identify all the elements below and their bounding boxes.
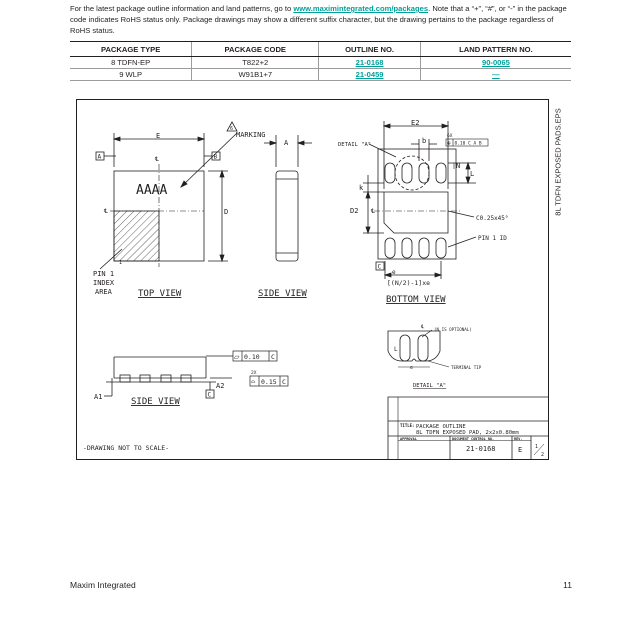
pad [385, 238, 395, 258]
top-pad-row [385, 163, 446, 183]
pin1-index-area [114, 211, 159, 261]
drawing-note: -DRAWING NOT TO SCALE- [83, 444, 170, 452]
cell-package-code: W91B1+7 [192, 69, 319, 81]
profile-datum: C [282, 378, 286, 386]
cell-land-pattern-no [420, 69, 571, 81]
detail-a-title: DETAIL "A" [413, 383, 447, 389]
doc-control-label: DOCUMENT CONTROL NO. [452, 437, 495, 441]
footer-company: Maxim Integrated [70, 580, 136, 590]
lead [140, 375, 150, 382]
title-line2: 8L TDFN EXPOSED PAD, 2x2x0.80mm [416, 430, 519, 436]
detail-dim-e: e [410, 365, 414, 371]
approval-label: APPROVAL [400, 437, 417, 441]
side-view-top [258, 135, 312, 299]
datum-b: B [213, 153, 218, 161]
title-label: TITLE: [400, 423, 415, 428]
side-dim-a: A [284, 139, 289, 147]
outline-link[interactable]: 21-0459 [355, 70, 384, 79]
title-line1: PACKAGE OUTLINE [416, 424, 466, 430]
col-land-pattern-no: LAND PATTERN NO. [420, 42, 571, 57]
col-outline-no: OUTLINE NO. [319, 42, 421, 57]
profile-tol: 0.15 [261, 378, 277, 386]
title-block [388, 397, 548, 460]
col-package-type: PACKAGE TYPE [70, 42, 192, 57]
side-label-text: 8L TDFN EXPOSED PADS.EPS [553, 108, 563, 216]
pin1-label: PIN 1 [93, 270, 115, 278]
side-view-bottom [94, 351, 288, 407]
dim-b: b [422, 137, 427, 145]
pad [436, 238, 446, 258]
pin1-id-label: PIN 1 ID [478, 235, 507, 242]
pin1-number: 1 [119, 260, 123, 266]
detail-pad [400, 335, 410, 361]
detail-cl: ℄ [421, 324, 425, 330]
side-view-bottom-title: SIDE VIEW [131, 397, 180, 407]
detail-pad [418, 335, 428, 361]
col-package-code: PACKAGE CODE [192, 42, 319, 57]
cell-outline-no [319, 57, 421, 69]
flatness-icon: ⏥ [234, 353, 240, 361]
pin1-index-label: INDEX [93, 279, 115, 287]
pos-icon: ⊕ [447, 140, 451, 147]
dim-a1: A1 [94, 393, 103, 401]
marking-text: AAAA [136, 183, 168, 198]
terminal-tip: TERMINAL TIP [451, 365, 482, 370]
outline-link[interactable]: 21-0168 [355, 58, 384, 67]
package-outline-drawing [76, 99, 550, 461]
top-cl-y: ℄ [104, 208, 108, 215]
cell-land-pattern-no [420, 57, 571, 69]
detail-a-view [388, 324, 482, 389]
intro-paragraph [70, 3, 575, 36]
detail-a-ref: DETAIL "A" [338, 142, 372, 148]
package-table [70, 41, 571, 81]
pad [402, 163, 412, 183]
dim-a2: A2 [216, 382, 225, 390]
marking-label: MARKING [236, 131, 266, 139]
datum-c-side: C [207, 391, 212, 399]
intro-text-after: . Note that a “+”, “#”, or “-” in the package code indicates RoHS status only. Package drawings may show a different suffix character, but the drawing pertains to the package regardless of RoHS status. [70, 4, 567, 35]
chamfer-label: C0.25x45° [476, 215, 509, 222]
bottom-pad-row [385, 238, 446, 258]
detail-optional: (N IS OPTIONAL) [434, 327, 472, 332]
top-view [93, 122, 266, 299]
page-number: 11 [563, 580, 572, 590]
lead [120, 375, 130, 382]
profile-code: 2X [251, 371, 257, 376]
dim-n: N [456, 162, 461, 170]
side-view-body [276, 171, 298, 261]
dim-l: L [470, 170, 475, 178]
flatness-tol: 0.10 [244, 353, 260, 361]
exposed-pad [384, 192, 448, 233]
bottom-view [338, 119, 509, 305]
cell-package-code: T822+2 [192, 57, 319, 69]
bottom-view-body [378, 149, 456, 259]
sheet-number: 1 [535, 444, 539, 450]
dim-k: k [359, 184, 364, 192]
land-pattern-link[interactable]: 90-0065 [481, 58, 510, 67]
doc-number: 21-0168 [466, 445, 496, 453]
land-pattern-link[interactable]: — [492, 70, 500, 79]
profile-icon: ⌓ [251, 378, 256, 386]
sheet-total: 2 [541, 452, 545, 458]
packages-link[interactable]: www.maximintegrated.com/packages [293, 4, 429, 13]
side-view-top-title: SIDE VIEW [258, 289, 307, 299]
bottom-cl-y: ℄ [371, 208, 375, 215]
top-cl-x: ℄ [155, 156, 159, 163]
top-dim-d: D [224, 208, 229, 216]
rev-label: REV. [514, 437, 523, 441]
top-view-title: TOP VIEW [138, 289, 182, 299]
pad [419, 238, 429, 258]
dim-e2: E2 [411, 119, 420, 127]
dim-e-pitch: e [392, 269, 396, 276]
pitch-note: [(N/2)-1]xe [387, 279, 431, 287]
cell-package-type: 8 TDFN-EP [70, 57, 192, 69]
note-number: 6 [230, 126, 234, 132]
tol-text: 0.10 C A B [454, 141, 482, 147]
cell-outline-no [319, 69, 421, 81]
top-dim-e: E [156, 132, 161, 140]
pin1-area-label: AREA [95, 288, 112, 296]
table-header-row [70, 42, 571, 57]
flatness-datum: C [271, 353, 275, 361]
dim-d2: D2 [350, 207, 359, 215]
pad [436, 163, 446, 183]
datum-a: A [97, 153, 102, 161]
tol-code: 6X [447, 134, 453, 139]
bottom-view-title: BOTTOM VIEW [386, 295, 446, 305]
detail-dim-l: L [394, 346, 398, 353]
table-row [70, 57, 571, 69]
table-row [70, 69, 571, 81]
lead [161, 375, 171, 382]
pad [385, 163, 395, 183]
rev-value: E [518, 446, 523, 454]
datum-c-bottom: C [377, 263, 382, 271]
lead [181, 375, 191, 382]
side-label [553, 100, 563, 224]
cell-package-type: 9 WLP [70, 69, 192, 81]
intro-text-before: For the latest package outline information and land patterns, go to [70, 4, 294, 13]
pad [402, 238, 412, 258]
